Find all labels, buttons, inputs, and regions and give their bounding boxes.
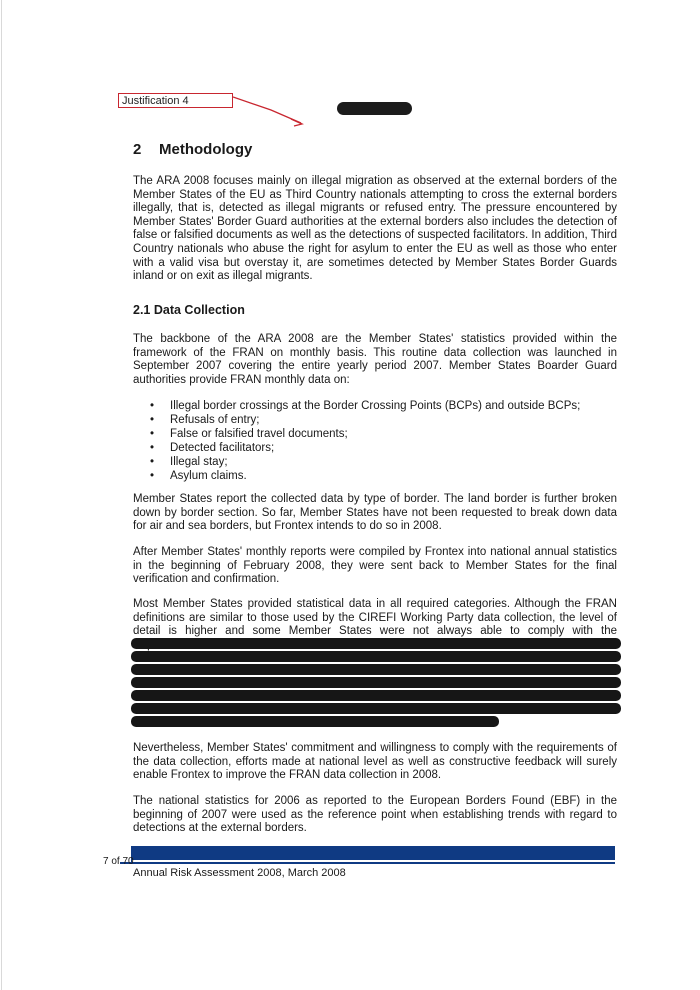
redaction-bar	[131, 664, 621, 675]
backbone-paragraph: The backbone of the ARA 2008 are the Member States' statistics provided within the framework of the FRAN on monthly basis. This routine data collection was launched in September 2007 covering the entire yearly period 2007. Member States Boarder Guard authorities provide FRAN monthly data on:	[133, 333, 617, 386]
redaction-bar	[131, 703, 621, 714]
justification-annotation: Justification 4	[118, 93, 233, 108]
redaction-mark	[337, 102, 412, 115]
statistical-data-paragraph: Most Member States provided statistical data in all required categories. Although the FRAN definitions are similar to those used by the CIREFI Working Party data collection, the level of detail is higher and some Member States were not always able to comply with the	[133, 598, 617, 638]
redaction-bar	[131, 690, 621, 701]
subsection-heading: 2.1 Data Collection	[133, 303, 245, 317]
list-item: • Asylum claims.	[150, 469, 580, 483]
redacted-text-block	[131, 638, 621, 729]
intro-paragraph: The ARA 2008 focuses mainly on illegal migration as observed at the external borders of the Member States of the EU as Third Country nationals attempting to cross the external borders illegally, that is, detected as illegal migrants or refused entry. The pressure encountered by Member States' Border Guard authorities at the external borders also includes the detection of false or falsified documents as well as the detections of suspected facilitators. In addition, Third Country nationals who abuse the right for asylum to enter the EU as well as those who enter with a valid visa but overstay it, are sometimes detected by Member States Border Guards inland or on exit as illegal migrants.	[133, 175, 617, 283]
redaction-bar	[131, 716, 499, 727]
footer-document-title: Annual Risk Assessment 2008, March 2008	[133, 867, 346, 879]
list-item: • Detected facilitators;	[150, 441, 580, 455]
section-number: 2	[133, 141, 142, 158]
page-edge	[1, 0, 2, 990]
section-title: Methodology	[159, 141, 253, 158]
redaction-bar	[131, 638, 621, 649]
list-item: • Illegal border crossings at the Border Crossing Points (BCPs) and outside BCPs;	[150, 399, 580, 413]
page-number: 7 of 70	[103, 856, 134, 867]
section-heading	[133, 141, 252, 158]
commitment-paragraph: Nevertheless, Member States' commitment and willingness to comply with the requirements of the data collection, efforts made at national level as well as constructive feedback will surely enable Frontex to improve the FRAN data collection in 2008.	[133, 742, 617, 782]
redaction-bar	[131, 651, 621, 662]
border-type-paragraph: Member States report the collected data by type of border. The land border is further broken down by border section. So far, Member States have not been requested to break down data for air and sea borders, but Frontex intends to do so in 2008.	[133, 493, 617, 533]
list-item: • Refusals of entry;	[150, 413, 580, 427]
redaction-bar	[131, 677, 621, 688]
footer-rule	[120, 862, 615, 864]
verification-paragraph: After Member States' monthly reports were compiled by Frontex into national annual statistics in the beginning of February 2008, they were sent back to Member States for the final verification and confirmation.	[133, 546, 617, 586]
footer-bar	[131, 846, 615, 860]
list-item: • False or falsified travel documents;	[150, 427, 580, 441]
fran-data-list	[150, 399, 580, 483]
national-statistics-paragraph: The national statistics for 2006 as reported to the European Borders Found (EBF) in the beginning of 2007 were used as the reference point when establishing trends with regard to detections at the external borders.	[133, 795, 617, 835]
list-item: • Illegal stay;	[150, 455, 580, 469]
annotation-arrow-icon	[233, 96, 305, 128]
